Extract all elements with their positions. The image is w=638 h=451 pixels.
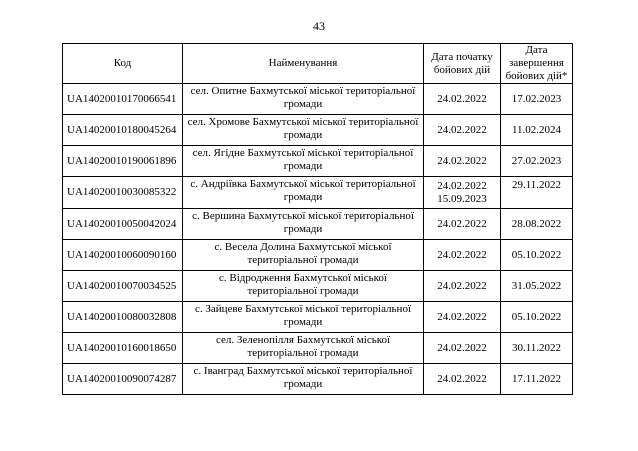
cell-start-date	[424, 146, 501, 177]
cell-start-date-line: 24.02.2022	[437, 123, 487, 136]
cell-name-line: с. Вершина Бахмутської міської територіальної	[192, 210, 414, 222]
table-row	[63, 333, 573, 364]
cell-end-date: 05.10.2022	[501, 302, 573, 333]
header-start-line: бойових дій	[433, 63, 491, 76]
cell-code: UA14020010070034525	[63, 271, 183, 302]
cell-start-date-line: 24.02.2022	[437, 217, 487, 230]
cell-name	[183, 240, 424, 271]
header-end-date	[501, 44, 573, 84]
cell-name-line: с. Весела Долина Бахмутської міської	[214, 241, 392, 253]
cell-end-date: 31.05.2022	[501, 271, 573, 302]
cell-code: UA14020010050042024	[63, 209, 183, 240]
cell-name	[183, 177, 424, 209]
cell-end-date: 29.11.2022	[501, 177, 573, 209]
cell-code: UA14020010160018650	[63, 333, 183, 364]
cell-name-line: с. Відродження Бахмутської міської	[219, 272, 387, 284]
cell-start-date-line: 24.02.2022	[437, 179, 487, 192]
cell-code: UA14020010180045264	[63, 115, 183, 146]
cell-name-line: громади	[283, 316, 323, 328]
cell-name	[183, 302, 424, 333]
header-start-line: Дата початку	[431, 50, 493, 63]
cell-end-date: 17.11.2022	[501, 364, 573, 395]
cell-code: UA14020010090074287	[63, 364, 183, 395]
cell-name-line: сел. Ягідне Бахмутської міської територіальної	[192, 147, 414, 159]
cell-code: UA14020010080032808	[63, 302, 183, 333]
cell-start-date	[424, 240, 501, 271]
cell-start-date	[424, 364, 501, 395]
table-row	[63, 177, 573, 209]
cell-end-date: 28.08.2022	[501, 209, 573, 240]
cell-name-line: громади	[283, 378, 323, 390]
cell-name-line: громади	[283, 160, 323, 172]
communities-table	[62, 43, 573, 395]
cell-name	[183, 115, 424, 146]
cell-name	[183, 209, 424, 240]
cell-name-line: сел. Зеленопілля Бахмутської міської	[215, 334, 391, 346]
header-name: Найменування	[183, 44, 424, 84]
table-row	[63, 302, 573, 333]
cell-start-date	[424, 177, 501, 209]
cell-start-date	[424, 302, 501, 333]
cell-name-line: с. Іванград Бахмутської міської територіальної	[193, 365, 413, 377]
table-row	[63, 146, 573, 177]
table-header-row	[63, 44, 573, 84]
table-row	[63, 364, 573, 395]
cell-code: UA14020010190061896	[63, 146, 183, 177]
cell-name-line: сел. Хромове Бахмутської міської територіальної	[187, 116, 419, 128]
cell-code: UA14020010060090160	[63, 240, 183, 271]
cell-start-date	[424, 115, 501, 146]
table-row	[63, 84, 573, 115]
header-end-line: бойових дій*	[505, 70, 568, 82]
cell-start-date-line: 24.02.2022	[437, 154, 487, 167]
cell-name	[183, 84, 424, 115]
table-row	[63, 115, 573, 146]
cell-name-line: с. Зайцеве Бахмутської міської територіальної	[194, 303, 411, 315]
cell-start-date	[424, 209, 501, 240]
cell-start-date-line: 24.02.2022	[437, 248, 487, 261]
cell-name-line: територіальної громади	[247, 254, 359, 266]
cell-name	[183, 146, 424, 177]
page-number: 43	[313, 19, 325, 33]
header-code: Код	[63, 44, 183, 84]
cell-code: UA14020010030085322	[63, 177, 183, 209]
table-row	[63, 209, 573, 240]
cell-end-date: 11.02.2024	[501, 115, 573, 146]
cell-name-line: територіальної громади	[247, 285, 359, 297]
header-start-date	[424, 44, 501, 84]
cell-start-date-line: 15.09.2023	[437, 192, 487, 205]
cell-name-line: громади	[283, 98, 323, 110]
cell-name-line: с. Андріївка Бахмутської міської територіальної	[190, 178, 416, 190]
cell-start-date-line: 24.02.2022	[437, 92, 487, 105]
cell-start-date-line: 24.02.2022	[437, 279, 487, 292]
cell-end-date: 30.11.2022	[501, 333, 573, 364]
cell-name	[183, 271, 424, 302]
cell-name-line: територіальної громади	[247, 347, 359, 359]
cell-name-line: сел. Опитне Бахмутської міської територіальної	[190, 85, 416, 97]
cell-name	[183, 364, 424, 395]
cell-start-date-line: 24.02.2022	[437, 372, 487, 385]
cell-code: UA14020010170066541	[63, 84, 183, 115]
cell-end-date: 05.10.2022	[501, 240, 573, 271]
cell-start-date-line: 24.02.2022	[437, 341, 487, 354]
cell-name-line: громади	[283, 223, 323, 235]
cell-end-date: 27.02.2023	[501, 146, 573, 177]
table-row	[63, 240, 573, 271]
table-row	[63, 271, 573, 302]
cell-start-date	[424, 333, 501, 364]
cell-end-date: 17.02.2023	[501, 84, 573, 115]
cell-name-line: громади	[283, 191, 323, 203]
cell-start-date-line: 24.02.2022	[437, 310, 487, 323]
header-end-line: Дата завершення	[509, 44, 564, 69]
cell-name	[183, 333, 424, 364]
cell-start-date	[424, 84, 501, 115]
cell-name-line: громади	[283, 129, 323, 141]
cell-start-date	[424, 271, 501, 302]
